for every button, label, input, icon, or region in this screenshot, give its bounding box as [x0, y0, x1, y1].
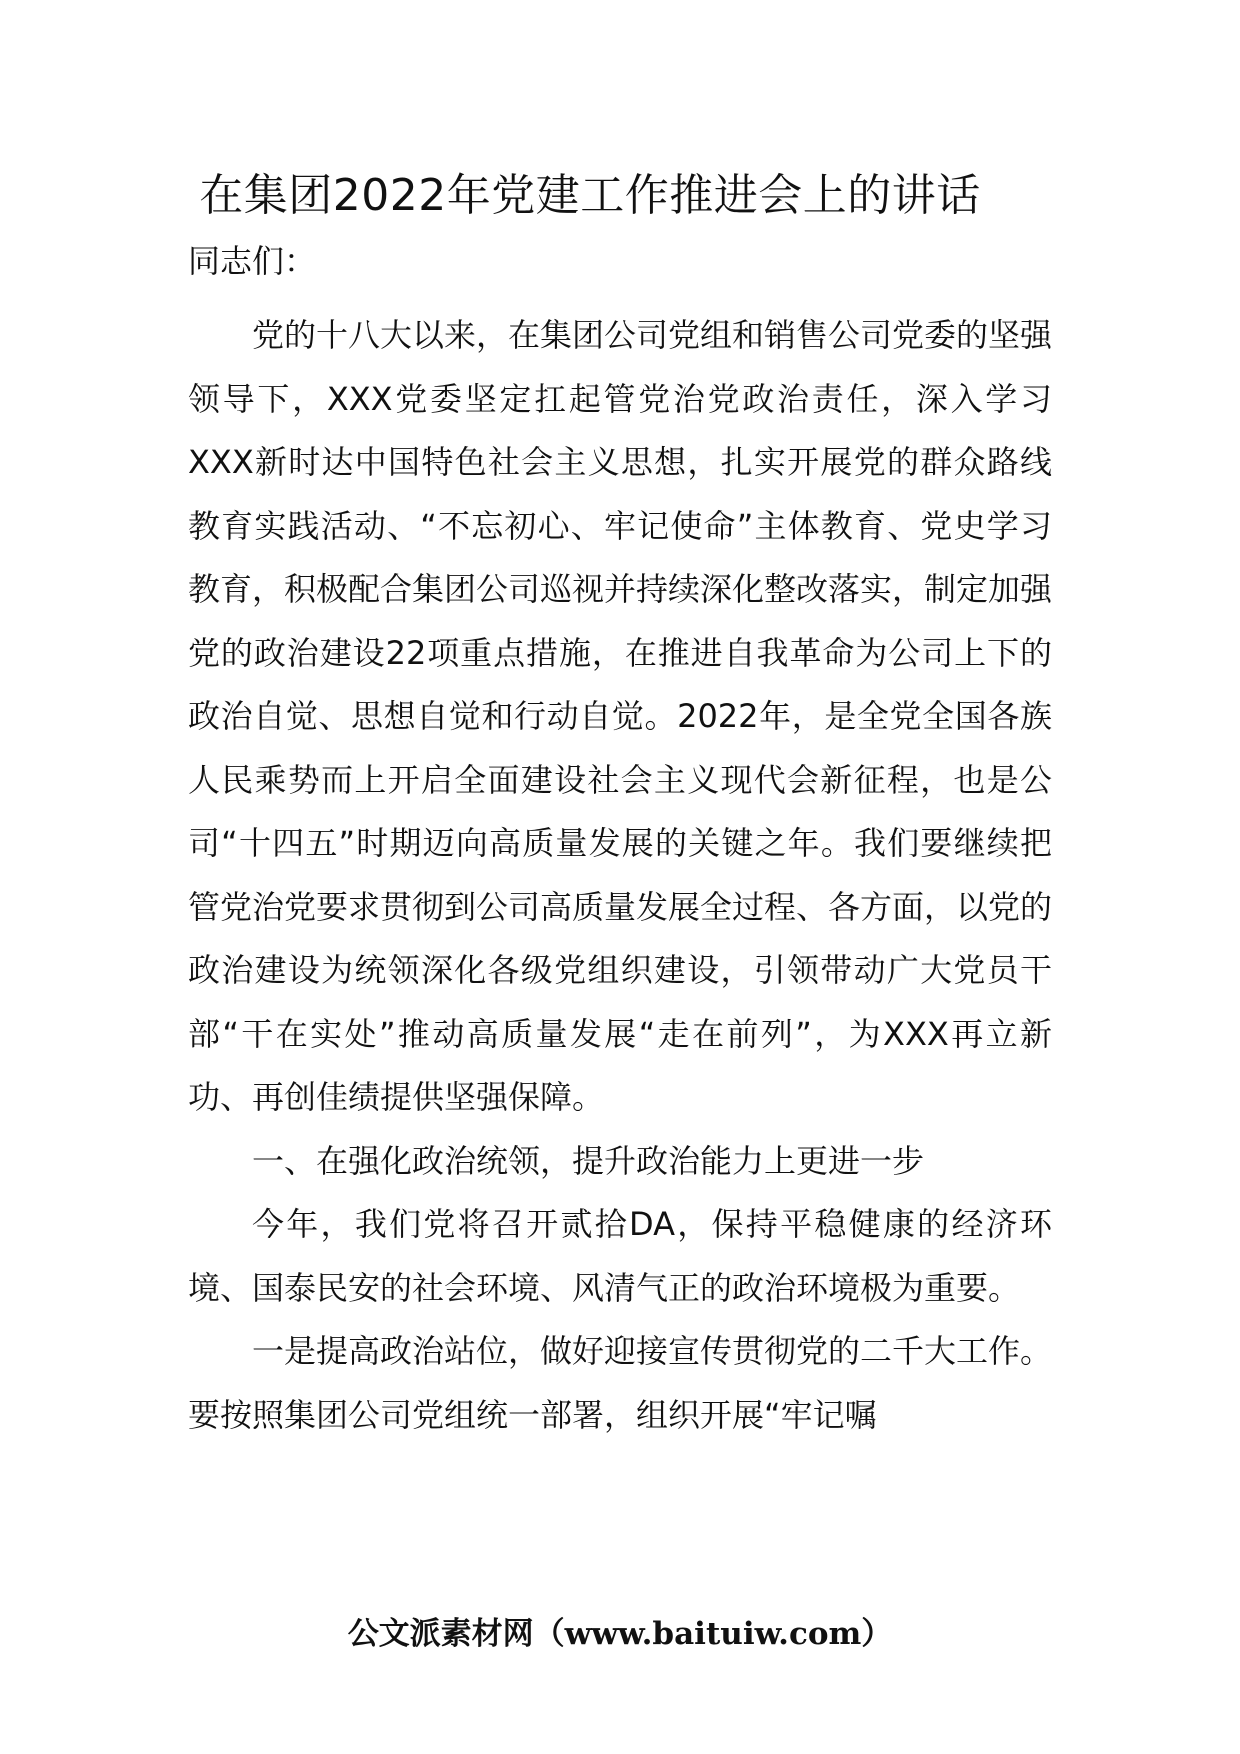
- paragraph-point-one: 一是提高政治站位，做好迎接宣传贯彻党的二千大工作。要按照集团公司党组统一部署，组织开展“牢记嘱: [188, 1332, 1053, 1434]
- document-body: [188, 304, 1052, 1447]
- paragraph-intro: 党的十八大以来，在集团公司党组和销售公司党委的坚强领导下，XXX党委坚定扛起管党治党政治责任，深入学习XXX新时达中国特色社会主义思想，扎实开展党的群众路线教育实践活动、“不忘初心、牢记使命”主体教育、党史学习教育，积极配合集团公司巡视并持续深化整改落实，制定加强党的政治建设22项重点措施，在推进自我革命为公司上下的政治自觉、思想自觉和行动自觉。2022年，是全党全国各族人民乘势而上开启全面建设社会主义现代会新征程，也是公司“十四五”时期迈向高质量发展的关键之年。我们要继续把管党治党要求贯彻到公司高质量发展全过程、各方面，以党的政治建设为统领深化各级党组织建设，引领带动广大党员干部“干在实处”推动高质量发展“走在前列”，为XXX再立新功、再创佳绩提供坚强保障。: [188, 316, 1053, 1116]
- footer-watermark: 公文派素材网（www.baituiw.com）: [347, 1616, 893, 1652]
- salutation: 同志们：: [188, 242, 317, 280]
- paragraph-section-intro: 今年，我们党将召开贰拾DA，保持平稳健康的经济环境、国泰民安的社会环境、风清气正的政治环境极为重要。: [188, 1205, 1052, 1307]
- section-heading: 一、在强化政治统领，提升政治能力上更进一步: [252, 1141, 925, 1180]
- document-title: 在集团2022年党建工作推进会上的讲话: [199, 170, 981, 221]
